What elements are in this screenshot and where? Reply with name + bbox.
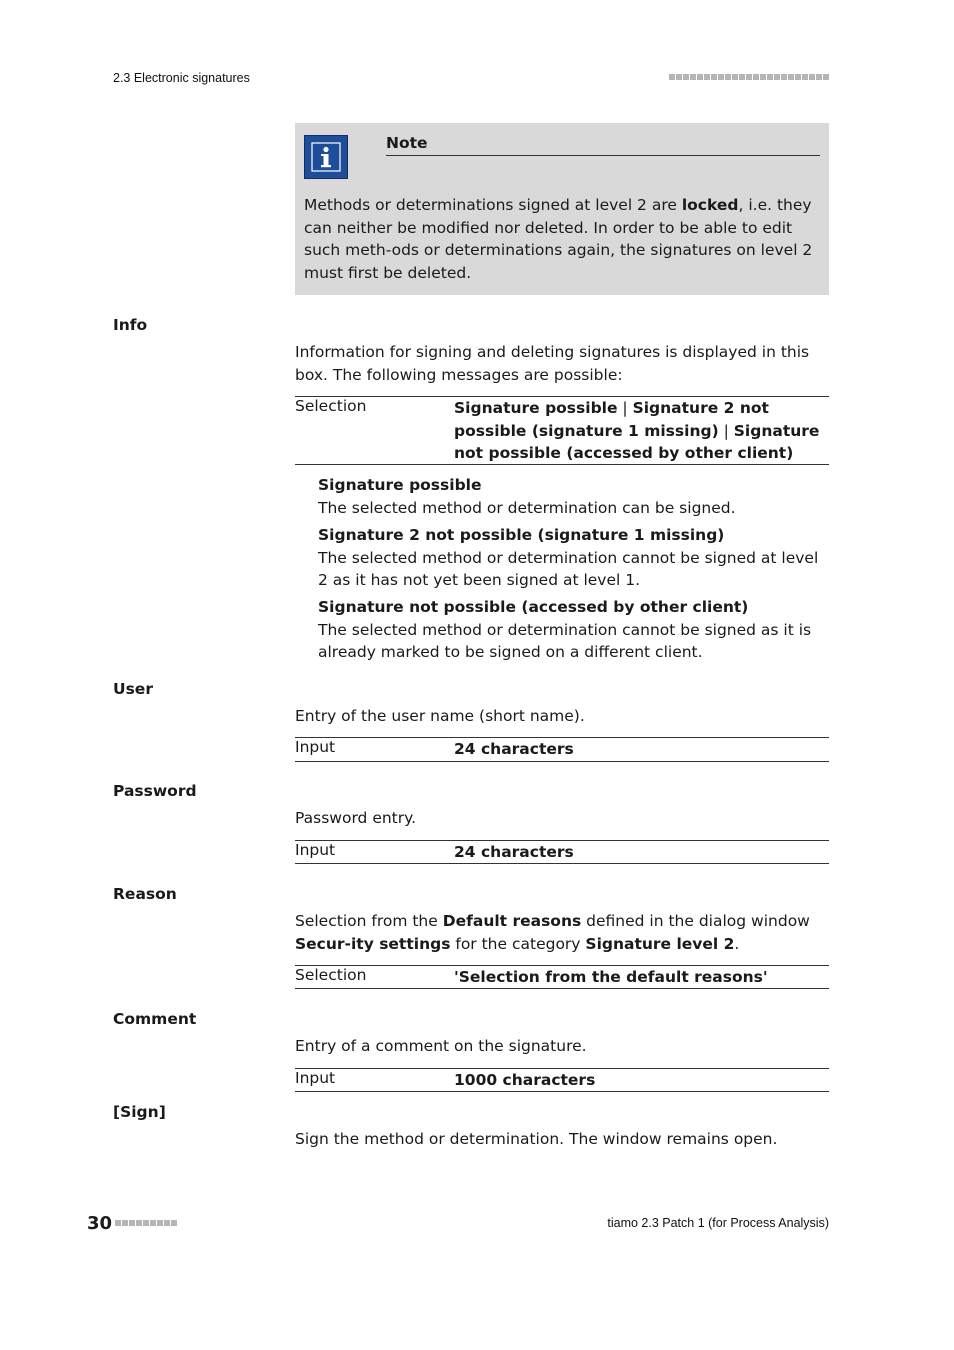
decorative-square [164, 1220, 170, 1226]
decorative-square [690, 74, 696, 80]
comment-label: Comment [113, 1010, 197, 1028]
password-input-table [295, 840, 829, 864]
decorative-square [143, 1220, 149, 1226]
decorative-square [115, 1220, 121, 1226]
info-message-1: Signature possible The selected method or determination can be signed. [318, 476, 736, 517]
decorative-square [718, 74, 724, 80]
decorative-square [809, 74, 815, 80]
password-table-key: Input [295, 841, 336, 859]
decorative-square [823, 74, 829, 80]
info-table-values: Signature possible | Signature 2 not possible (signature 1 missing) | Signature not possible (accessed by other client) [454, 399, 820, 462]
reason-label: Reason [113, 885, 177, 903]
note-text: Methods or determinations signed at level 2 are locked, i.e. they can neither be modified nor deleted. In order to be able to edit such meth-ods or determinations again, the signatures on level 2 must first be deleted. [304, 196, 813, 282]
decorative-square [697, 74, 703, 80]
user-description: Entry of the user name (short name). [295, 707, 585, 725]
footer-square-strip [115, 1220, 177, 1226]
running-header-section: 2.3 Electronic signatures [113, 71, 250, 85]
decorative-square [795, 74, 801, 80]
comment-table-value: 1000 characters [454, 1071, 596, 1089]
decorative-square [802, 74, 808, 80]
decorative-square [774, 74, 780, 80]
info-icon [304, 135, 348, 179]
decorative-square [816, 74, 822, 80]
reason-table-value: 'Selection from the default reasons' [454, 968, 768, 986]
password-description: Password entry. [295, 809, 417, 827]
decorative-square [683, 74, 689, 80]
password-label: Password [113, 782, 197, 800]
decorative-square [157, 1220, 163, 1226]
sign-description: Sign the method or determination. The window remains open. [295, 1130, 778, 1148]
info-label: Info [113, 316, 148, 334]
comment-description: Entry of a comment on the signature. [295, 1037, 587, 1055]
decorative-square [788, 74, 794, 80]
user-label: User [113, 680, 153, 698]
info-message-2: Signature 2 not possible (signature 1 missing) The selected method or determination cannot be signed at level 2 as it has not yet been signed at level 1. [318, 526, 819, 589]
note-title: Note [386, 134, 428, 152]
decorative-square [739, 74, 745, 80]
comment-table-key: Input [295, 1069, 336, 1087]
decorative-square [781, 74, 787, 80]
sign-label: [Sign] [113, 1103, 166, 1121]
decorative-square [669, 74, 675, 80]
note-rule [386, 155, 820, 156]
info-glyph [309, 140, 343, 174]
comment-input-table [295, 1068, 829, 1092]
header-square-strip [669, 74, 829, 80]
page-number: 30 [87, 1213, 113, 1234]
password-table-value: 24 characters [454, 843, 574, 861]
decorative-square [150, 1220, 156, 1226]
decorative-square [746, 74, 752, 80]
info-description: Information for signing and deleting signatures is displayed in this box. The following messages are possible: [295, 343, 810, 384]
note-box [295, 123, 829, 295]
decorative-square [732, 74, 738, 80]
decorative-square [171, 1220, 177, 1226]
user-table-key: Input [295, 738, 336, 756]
decorative-square [129, 1220, 135, 1226]
info-selection-table [295, 396, 829, 465]
decorative-square [136, 1220, 142, 1226]
decorative-square [753, 74, 759, 80]
decorative-square [711, 74, 717, 80]
decorative-square [704, 74, 710, 80]
decorative-square [122, 1220, 128, 1226]
info-table-key: Selection [295, 397, 367, 415]
reason-table-key: Selection [295, 966, 367, 984]
decorative-square [725, 74, 731, 80]
footer-product: tiamo 2.3 Patch 1 (for Process Analysis) [607, 1216, 829, 1230]
info-message-3: Signature not possible (accessed by other client) The selected method or determination cannot be signed as it is already marked to be signed on a different client. [318, 598, 812, 661]
user-input-table [295, 737, 829, 762]
reason-selection-table [295, 965, 829, 989]
decorative-square [676, 74, 682, 80]
reason-description: Selection from the Default reasons defined in the dialog window Secur-ity settings for the category Signature level 2. [295, 912, 810, 953]
decorative-square [767, 74, 773, 80]
user-table-value: 24 characters [454, 740, 574, 758]
decorative-square [760, 74, 766, 80]
